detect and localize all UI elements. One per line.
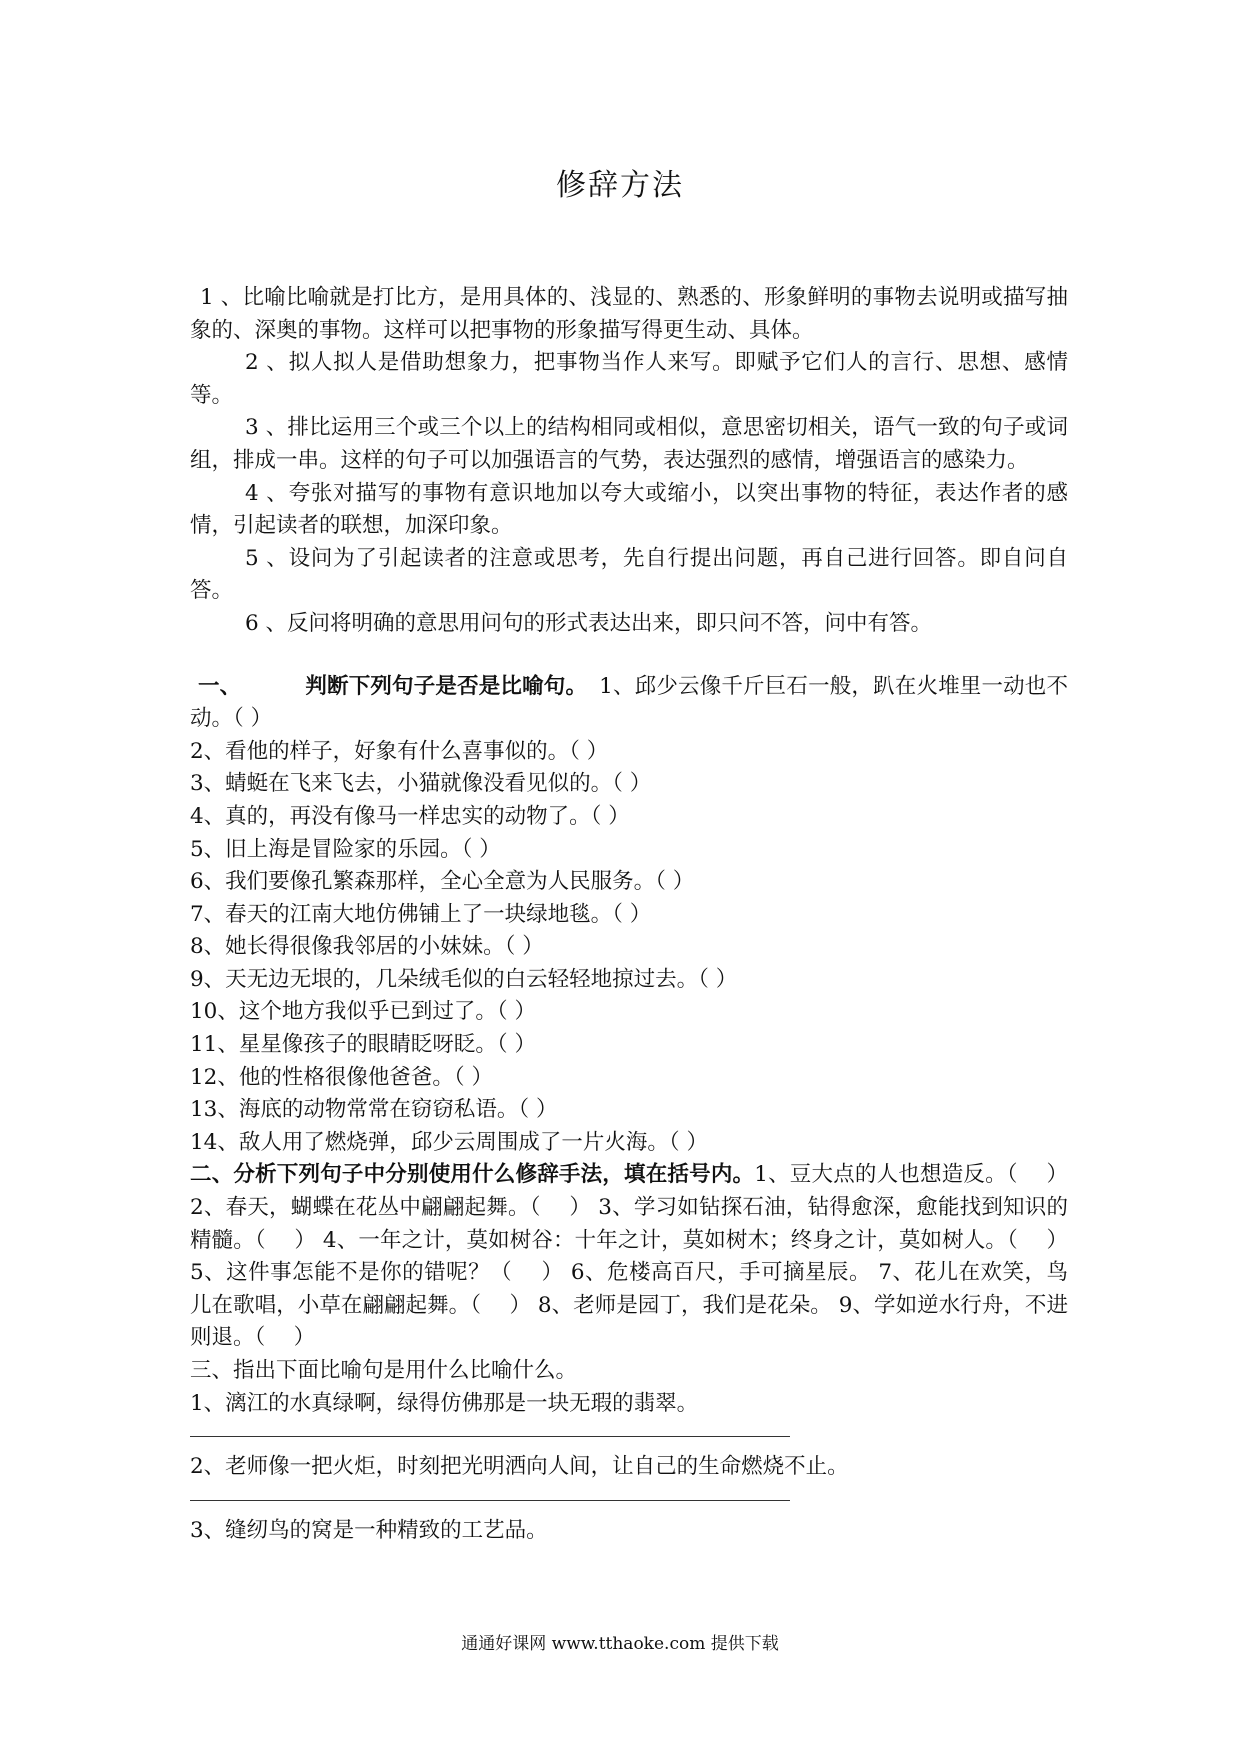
definition-4: 4 、夸张对描写的事物有意识地加以夸大或缩小，以突出事物的特征，表达作者的感情，引起读者的联想，加深印象。: [190, 480, 1068, 539]
page-title: 修辞方法: [556, 168, 684, 203]
section1-item: 3、蜻蜓在飞来飞去，小猫就像没看见似的。（ ）: [190, 771, 652, 797]
section1-intro: [190, 671, 1068, 736]
section1-item: 10、这个地方我似乎已到过了。（ ）: [190, 999, 536, 1025]
section1-item: 2、看他的样子，好象有什么喜事似的。（ ）: [190, 738, 609, 764]
section3-item-1: 1、漓江的水真绿啊，绿得仿佛那是一块无瑕的翡翠。: [190, 1390, 699, 1416]
definition-5: 5 、设问为了引起读者的注意或思考，先自行提出问题，再自己进行回答。即自问自答。: [190, 545, 1068, 604]
section1-item: 11、星星像孩子的眼睛眨呀眨。（ ）: [190, 1032, 536, 1058]
answer-blank-line[interactable]: [190, 1420, 790, 1437]
footer-source: 通通好课网 www.tthaoke.com 提供下载: [461, 1634, 779, 1654]
section2-body: 1、豆大点的人也想造反。（ ） 2、春天，蝴蝶在花丛中翩翩起舞。（ ） 3、学习如钻探石油，钻得愈深，愈能找到知识的精髓。（ ） 4、一年之计，莫如树谷：十年之计，莫如树木；终身之计，莫如树人。（ ） 5、这件事怎能不是你的错呢？（ ） 6、危楼高百尺，手可摘星辰。 7、花儿在欢笑，鸟儿在歌唱，小草在翩翩起舞。（ ） 8、老师是园丁，我们是花朵。 9、学如逆水行舟，不进则退。（ ）: [190, 1162, 1068, 1351]
section1-item: 7、春天的江南大地仿佛铺上了一块绿地毯。（ ）: [190, 901, 652, 927]
section3-heading: 三、指出下面比喻句是用什么比喻什么。: [190, 1358, 578, 1383]
answer-blank-line[interactable]: [190, 1484, 790, 1501]
definition-2: 2 、拟人拟人是借助想象力，把事物当作人来写。即赋予它们人的言行、思想、感情等。: [190, 350, 1068, 408]
section1-item: 4、真的，再没有像马一样忠实的动物了。（ ）: [190, 803, 630, 829]
section1-item: 13、海底的动物常常在窃窃私语。（ ）: [190, 1097, 558, 1123]
section1-heading: 判断下列句子是否是比喻句。: [305, 673, 588, 699]
definition-6: 6 、反问将明确的意思用问句的形式表达出来，即只问不答，问中有答。: [245, 610, 933, 636]
document-body: [190, 282, 1068, 1547]
section1-item-1: 1、邱少云像千斤巨石一般，趴在火堆里一动也不动。（ ）: [190, 673, 1068, 732]
definition-1: 1 、比喻比喻就是打比方，是用具体的、浅显的、熟悉的、形象鲜明的事物去说明或描写抽象的、深奥的事物。这样可以把事物的形象描写得更生动、具体。: [190, 285, 1068, 343]
section3-item-3: 3、缝纫鸟的窝是一种精致的工艺品。: [190, 1517, 548, 1543]
section3-item-2: 2、老师像一把火炬，时刻把光明洒向人间，让自己的生命燃烧不止。: [190, 1454, 849, 1480]
section1-number: 一、: [198, 673, 242, 699]
section2-heading: 二、分析下列句子中分别使用什么修辞手法，填在括号内。: [190, 1162, 755, 1188]
spacer: [190, 641, 1068, 671]
section1-item: 12、他的性格很像他爸爸。（ ）: [190, 1064, 493, 1090]
section1-item: 14、敌人用了燃烧弹，邱少云周围成了一片火海。（ ）: [190, 1129, 708, 1155]
section1-item: 5、旧上海是冒险家的乐园。（ ）: [190, 836, 501, 862]
section2-block: [190, 1159, 1068, 1355]
section1-item: 8、她长得很像我邻居的小妹妹。（ ）: [190, 934, 544, 960]
definition-3: 3 、排比运用三个或三个以上的结构相同或相似，意思密切相关，语气一致的句子或词组，排成一串。这样的句子可以加强语言的气势，表达强烈的感情，增强语言的感染力。: [190, 415, 1068, 473]
section1-item: 9、天无边无垠的，几朵绒毛似的白云轻轻地掠过去。（ ）: [190, 966, 738, 992]
section1-item: 6、我们要像孔繁森那样，全心全意为人民服务。（ ）: [190, 869, 695, 895]
